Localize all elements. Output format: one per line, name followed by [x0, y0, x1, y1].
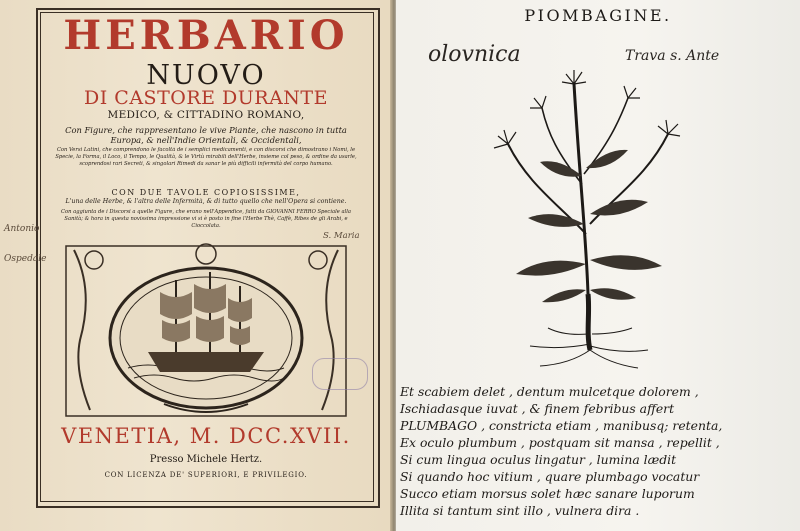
licence-line: CON LICENZA DE' SUPERIORI, E PRIVILEGIO. [104, 471, 308, 479]
title-nuovo: NUOVO [146, 60, 266, 91]
imprint-place-date: VENETIA, M. DCC.XVII. [61, 424, 351, 448]
title-author-role: MEDICO, & CITTADINO ROMANO, [107, 109, 305, 121]
verse-line: Illita si tantum sint illo , vulnera dira . [400, 503, 640, 518]
manuscript-note-1: Antonio [4, 224, 40, 234]
library-stamp-icon [312, 358, 368, 390]
title-description-figures [40, 126, 372, 145]
title-tables-desc: L'una delle Herbe, & l'altra delle Infermità, & di tutto quello che nell'Opera si contiene. [65, 198, 347, 205]
manuscript-note-3: S. Maria [323, 231, 360, 241]
handwritten-note-1: olovnica [428, 42, 521, 67]
para-figures-text: Con Figure, che rappresentano le vive Piante, che nascono in tutta Europa, & nell'Indie Orientali, & Occidentali, [65, 126, 347, 145]
ship-vignette-icon [64, 240, 348, 420]
manuscript-note-2: Ospedale [4, 254, 47, 264]
handwritten-note-2: Trava s. Ante [625, 48, 720, 64]
verse-line: Succo etiam morsus solet hæc sanare luporum [400, 486, 695, 501]
plant-heading: PIOMBAGINE. [524, 6, 672, 25]
printer-name: Presso Michele Hertz. [149, 454, 263, 465]
title-tables: CON DUE TAVOLE COPIOSISSIME, [111, 188, 301, 197]
plant-woodcut-icon [478, 64, 698, 374]
title-herbario: HERBARIO [63, 12, 349, 59]
verse-line: Ischiadasque iuvat , & finem febribus affert [400, 401, 675, 416]
verse-line: Ex oculo plumbum , postquam sit mansa , repellit , [400, 435, 720, 450]
title-description-verses: Con Versi Latini, che comprendono le facoltà de i semplici medicamenti, e con discorsi che dimostrano i Nomi, le Specie, la Forma, il Loco, il Tempo, le Qualità, & le Virtù mirabili dell'Herbe, insieme col peso, & ordine da usarle, scoprendosi rari Secreti, & singolari Rimedi da sanar le più difficili infermità del corpo humano. [55, 147, 357, 167]
verse-line: Si cum lingua oculus lingatur , lumina lædit [400, 452, 677, 467]
verse-line: PLUMBAGO , constricta etiam , manibusq; retenta, [400, 418, 723, 433]
title-author: DI CASTORE DURANTE [84, 87, 328, 109]
title-appendix-note: Con aggiunta de i Discorsi a quelle Figure, che erano nell'Appendice, fatti da GIOVANNI FERRO Speciale alla Sanità; & hora in questa novissima impressione vi si è posto in fine l'Herbe Thè, Caffè, Ribes de gli Arabi, e Cioccolata. [61, 209, 351, 229]
verse-line: Et scabiem delet , dentum mulcetque dolorem , [400, 384, 699, 399]
verse-line: Si quando hoc vitium , quare plumbago vocatur [400, 469, 700, 484]
